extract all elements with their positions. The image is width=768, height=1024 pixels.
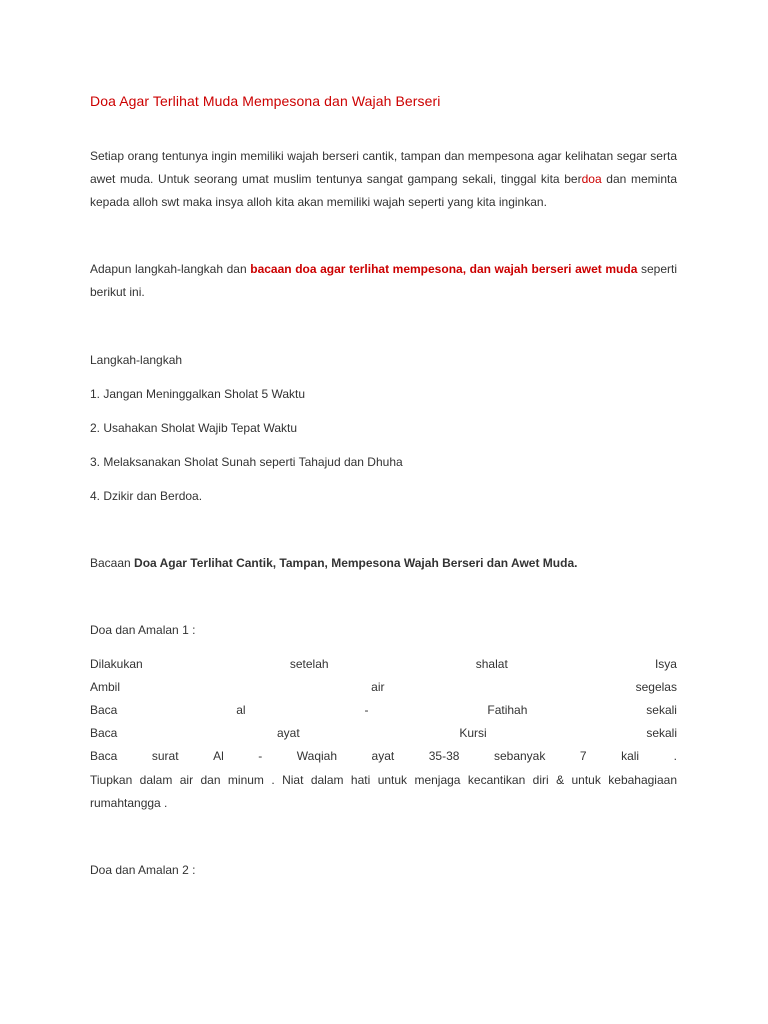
word: al [236,703,246,717]
word: Isya [654,657,677,671]
doa-link[interactable]: doa [581,172,602,186]
amalan1-instruction: Tiupkan dalam air dan minum . Niat dalam hati untuk menjaga kecantikan diri & untuk kebahagiaan rumahtangga . [90,773,677,810]
word: Baca [90,749,118,763]
step-item: 1. Jangan Meninggalkan Sholat 5 Waktu [90,387,306,401]
step-item: 3. Melaksanakan Sholat Sunah seperti Tahajud dan Dhuha [90,455,403,469]
word: segelas [635,680,677,694]
bacaan-title: Doa Agar Terlihat Cantik, Tampan, Mempesona Wajah Berseri dan Awet Muda. [134,556,578,570]
steps-intro-after: seperti berikut ini. [90,262,678,299]
intro-text-after: dan meminta kepada alloh swt maka insya alloh kita akan memiliki wajah seperti yang kita inginkan. [90,172,678,209]
amalan1-line [90,748,677,764]
word: sekali [646,726,677,740]
word: Dilakukan [90,657,143,671]
word: sekali [646,703,677,717]
word: Baca [90,703,118,717]
word: . [673,749,677,763]
amalan1-line [90,725,677,741]
bacaan-doa-link[interactable]: bacaan doa agar terlihat mempesona, dan wajah berseri awet muda [250,262,638,276]
word: 35-38 [428,749,460,763]
word: 7 [579,749,587,763]
step-item: 2. Usahakan Sholat Wajib Tepat Waktu [90,421,297,435]
word: surat [151,749,179,763]
word: kali [621,749,640,763]
steps-intro-paragraph [90,258,677,304]
step-item: 4. Dzikir dan Berdoa. [90,489,203,503]
word: setelah [289,657,329,671]
word: sebanyak [493,749,546,763]
amalan1-line [90,702,677,718]
word: Baca [90,726,118,740]
word: Ambil [90,680,121,694]
amalan1-line [90,656,677,672]
word: ayat [277,726,300,740]
word: shalat [475,657,508,671]
steps-heading: Langkah-langkah [90,353,183,367]
word: Kursi [459,726,487,740]
word: Al [213,749,224,763]
word: - [364,703,369,717]
word: - [258,749,263,763]
word: Waqiah [296,749,338,763]
bacaan-prefix: Bacaan [90,556,135,570]
word: Fatihah [487,703,528,717]
word: ayat [371,749,395,763]
intro-text-before: Setiap orang tentunya ingin memiliki wajah berseri cantik, tampan dan mempesona agar kelihatan segar serta awet muda. Untuk seorang umat muslim tentunya sangat gampang sekali, tinggal kita ber [90,149,677,186]
amalan2-heading: Doa dan Amalan 2 : [90,863,196,877]
word: air [371,680,385,694]
amalan1-heading: Doa dan Amalan 1 : [90,623,196,637]
page-title: Doa Agar Terlihat Muda Mempesona dan Wajah Berseri [90,93,441,109]
amalan1-line [90,679,677,695]
steps-intro-before: Adapun langkah-langkah dan [90,262,251,276]
intro-paragraph [90,145,677,214]
bacaan-heading [90,555,577,571]
